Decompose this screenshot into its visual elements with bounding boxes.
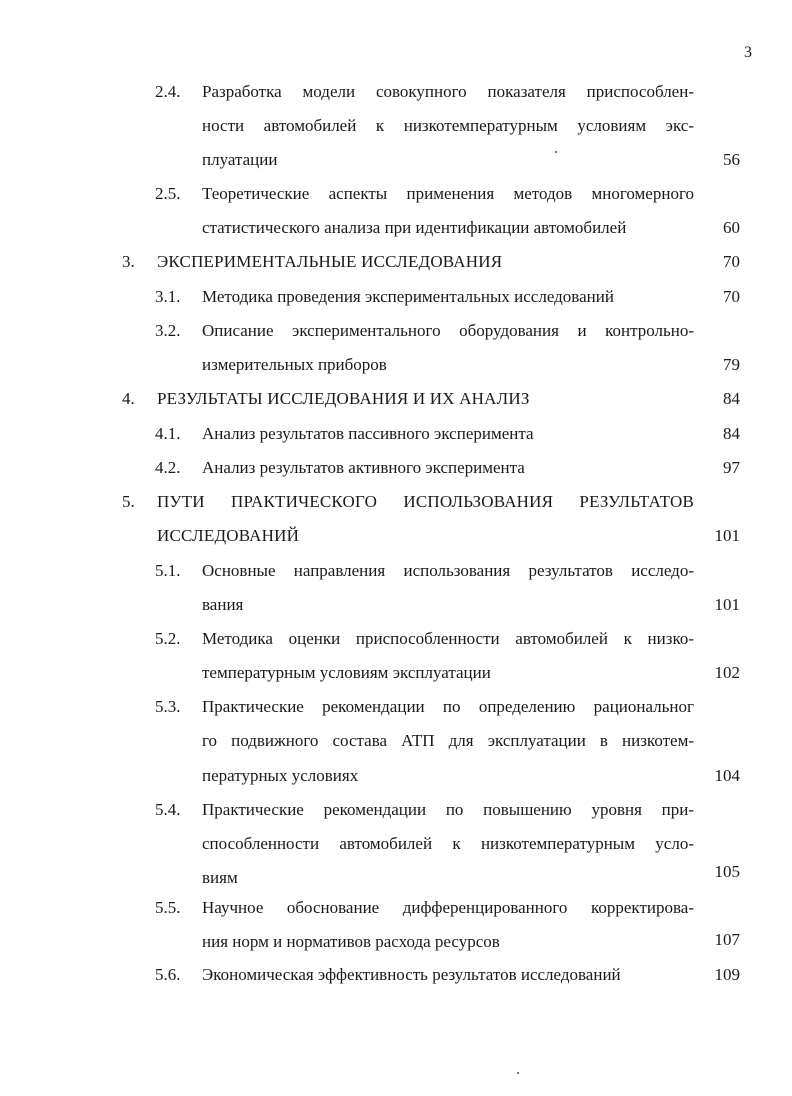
toc-entry-page: 101 (714, 595, 740, 614)
toc-entry-title-line: го подвижного состава АТП для эксплуатации в низкотем- (202, 731, 694, 750)
scan-speck (555, 151, 557, 153)
toc-entry-number: 2.5. (155, 184, 181, 203)
toc-entry-page: 60 (723, 218, 740, 237)
toc-entry-title-line: Экономическая эффективность результатов исследований (202, 965, 621, 984)
toc-entry-page: 107 (714, 930, 740, 949)
toc-entry-title-line: Описание экспериментального оборудования и контрольно- (202, 321, 694, 340)
toc-entry-number: 4.1. (155, 424, 181, 443)
toc-entry-page: 105 (714, 862, 740, 881)
toc-entry-title-line: Практические рекомендации по повышению уровня при- (202, 800, 694, 819)
toc-entry-number: 5. (122, 492, 135, 511)
toc-entry-number: 3. (122, 252, 135, 271)
toc-entry-title-line: Анализ результатов пассивного эксперимента (202, 424, 534, 443)
toc-entry-title-line: способленности автомобилей к низкотемпературным усло- (202, 834, 694, 853)
toc-entry-title-line: измерительных приборов (202, 355, 387, 374)
toc-entry-title-line: Разработка модели совокупного показателя приспособлен- (202, 82, 694, 101)
toc-entry-number: 4.2. (155, 458, 181, 477)
toc-entry-page: 70 (723, 252, 740, 271)
toc-entry-page: 56 (723, 150, 740, 169)
page-number: 3 (744, 44, 752, 61)
toc-entry-title-line: Научное обоснование дифференцированного корректирова- (202, 898, 694, 917)
toc-entry-number: 5.6. (155, 965, 181, 984)
toc-entry-page: 97 (723, 458, 740, 477)
toc-entry-title-line: Анализ результатов активного эксперимента (202, 458, 525, 477)
toc-entry-number: 5.4. (155, 800, 181, 819)
toc-entry-number: 5.2. (155, 629, 181, 648)
toc-entry-title-line: плуатации (202, 150, 278, 169)
toc-entry-title-line: Методика проведения экспериментальных исследований (202, 287, 614, 306)
toc-entry-title-line: ПУТИ ПРАКТИЧЕСКОГО ИСПОЛЬЗОВАНИЯ РЕЗУЛЬТАТОВ (157, 492, 694, 511)
toc-entry-title-line: ности автомобилей к низкотемпературным условиям экс- (202, 116, 694, 135)
toc-entry-number: 4. (122, 389, 135, 408)
toc-entry-title-line: ЭКСПЕРИМЕНТАЛЬНЫЕ ИССЛЕДОВАНИЯ (157, 252, 503, 271)
toc-entry-title-line: температурным условиям эксплуатации (202, 663, 491, 682)
toc-entry-title-line: Основные направления использования результатов исследо- (202, 561, 694, 580)
toc-entry-title-line: ния норм и нормативов расхода ресурсов (202, 932, 500, 951)
toc-entry-title-line: пературных условиях (202, 766, 359, 785)
toc-entry-number: 3.1. (155, 287, 181, 306)
toc-entry-title-line: РЕЗУЛЬТАТЫ ИССЛЕДОВАНИЯ И ИХ АНАЛИЗ (157, 389, 530, 408)
toc-entry-title-line: Практические рекомендации по определению рациональног (202, 697, 694, 716)
scan-speck (517, 1072, 519, 1074)
toc-entry-page: 84 (723, 389, 740, 408)
toc-entry-page: 84 (723, 424, 740, 443)
toc-entry-title-line: ИССЛЕДОВАНИЙ (157, 526, 300, 545)
toc-entry-number: 2.4. (155, 82, 181, 101)
toc-entry-title-line: Теоретические аспекты применения методов многомерного (202, 184, 694, 203)
toc-entry-title-line: вания (202, 595, 244, 614)
toc-entry-title-line: Методика оценки приспособленности автомобилей к низко- (202, 629, 694, 648)
toc-entry-page: 109 (714, 965, 740, 984)
toc-entry-page: 104 (714, 766, 740, 785)
toc-entry-page: 70 (723, 287, 740, 306)
toc-entry-page: 79 (723, 355, 740, 374)
toc-entry-page: 101 (714, 526, 740, 545)
toc-entry-number: 5.3. (155, 697, 181, 716)
toc-entry-number: 5.5. (155, 898, 181, 917)
toc-entry-number: 3.2. (155, 321, 181, 340)
toc-entry-number: 5.1. (155, 561, 181, 580)
toc-entry-title-line: статистического анализа при идентификации автомобилей (202, 218, 627, 237)
toc-entry-title-line: виям (202, 868, 238, 887)
toc-entry-page: 102 (714, 663, 740, 682)
